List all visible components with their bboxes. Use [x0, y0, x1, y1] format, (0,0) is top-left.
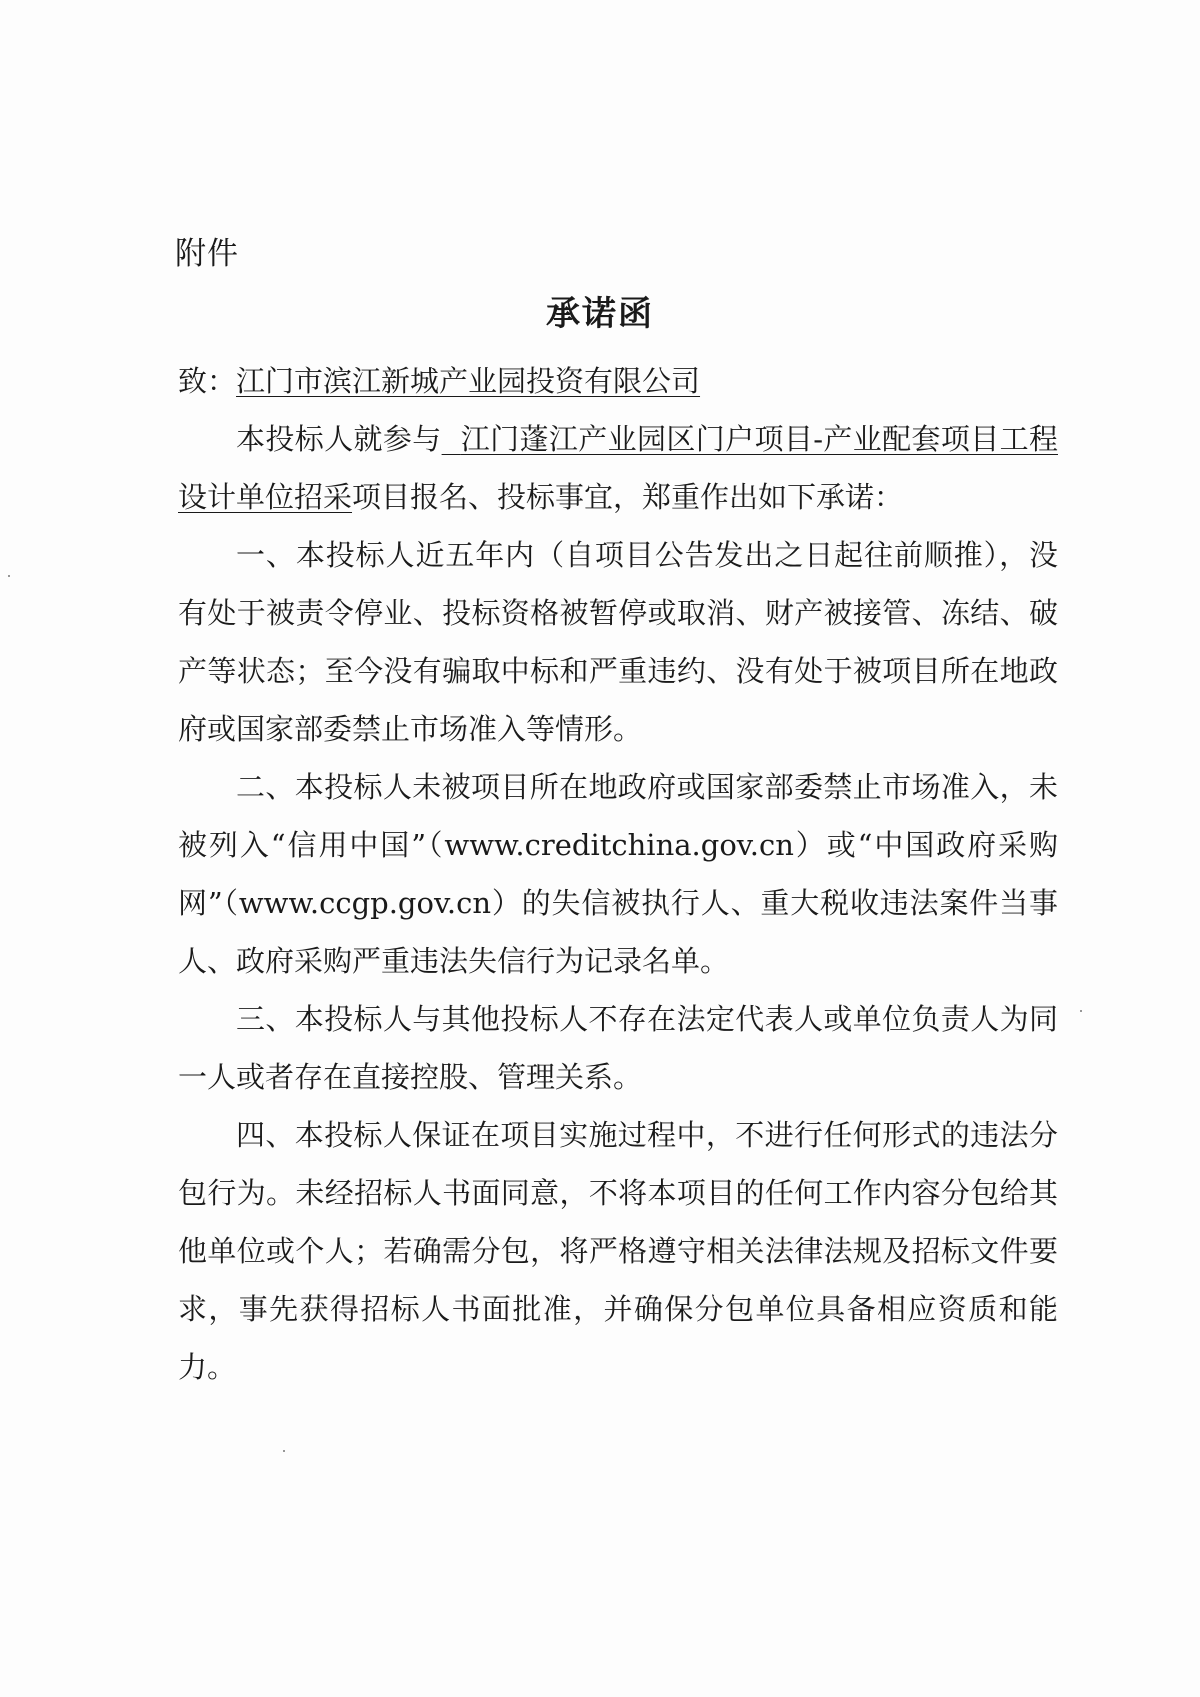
addressee-line — [178, 352, 1058, 410]
document-title: 承诺函 — [546, 294, 654, 334]
scan-speck — [283, 1450, 285, 1452]
attachment-label: 附件 — [175, 236, 239, 272]
scan-speck — [8, 575, 10, 577]
commitment-4: 四、本投标人保证在项目实施过程中，不进行任何形式的违法分包行为。未经招标人书面同意，不将本项目的任何工作内容分包给其他单位或个人；若确需分包，将严格遵守相关法律法规及招标文件要求，事先获得招标人书面批准，并确保分包单位具备相应资质和能力。 — [178, 1118, 1058, 1384]
addressee-company: 江门市滨江新城产业园投资有限公司 — [236, 364, 701, 398]
commitment-1: 一、本投标人近五年内（自项目公告发出之日起往前顺推），没有处于被责令停业、投标资格被暂停或取消、财产被接管、冻结、破产等状态；至今没有骗取中标和严重违约、没有处于被项目所在地政府或国家部委禁止市场准入等情形。 — [178, 538, 1058, 746]
scan-speck — [1080, 1010, 1082, 1012]
commitment-2: 二、本投标人未被项目所在地政府或国家部委禁止市场准入，未被列入“信用中国”（www.creditchina.gov.cn）或“中国政府采购网”（www.ccgp.gov.cn）的失信被执行人、重大税收违法案件当事人、政府采购严重违法失信行为记录名单。 — [178, 770, 1058, 978]
addressee-prefix: 致： — [178, 364, 237, 398]
letter-body — [178, 352, 1058, 1396]
intro-lead: 本投标人就参与 — [236, 422, 442, 456]
project-name: 江门蓬江产业园区门户项目-产业配套项目工程设计单位招采 — [178, 422, 1058, 514]
intro-tail: 项目报名、投标事宜，郑重作出如下承诺： — [352, 480, 904, 514]
commitment-3: 三、本投标人与其他投标人不存在法定代表人或单位负责人为同一人或者存在直接控股、管理关系。 — [178, 1002, 1058, 1094]
intro-paragraph — [178, 410, 1058, 526]
